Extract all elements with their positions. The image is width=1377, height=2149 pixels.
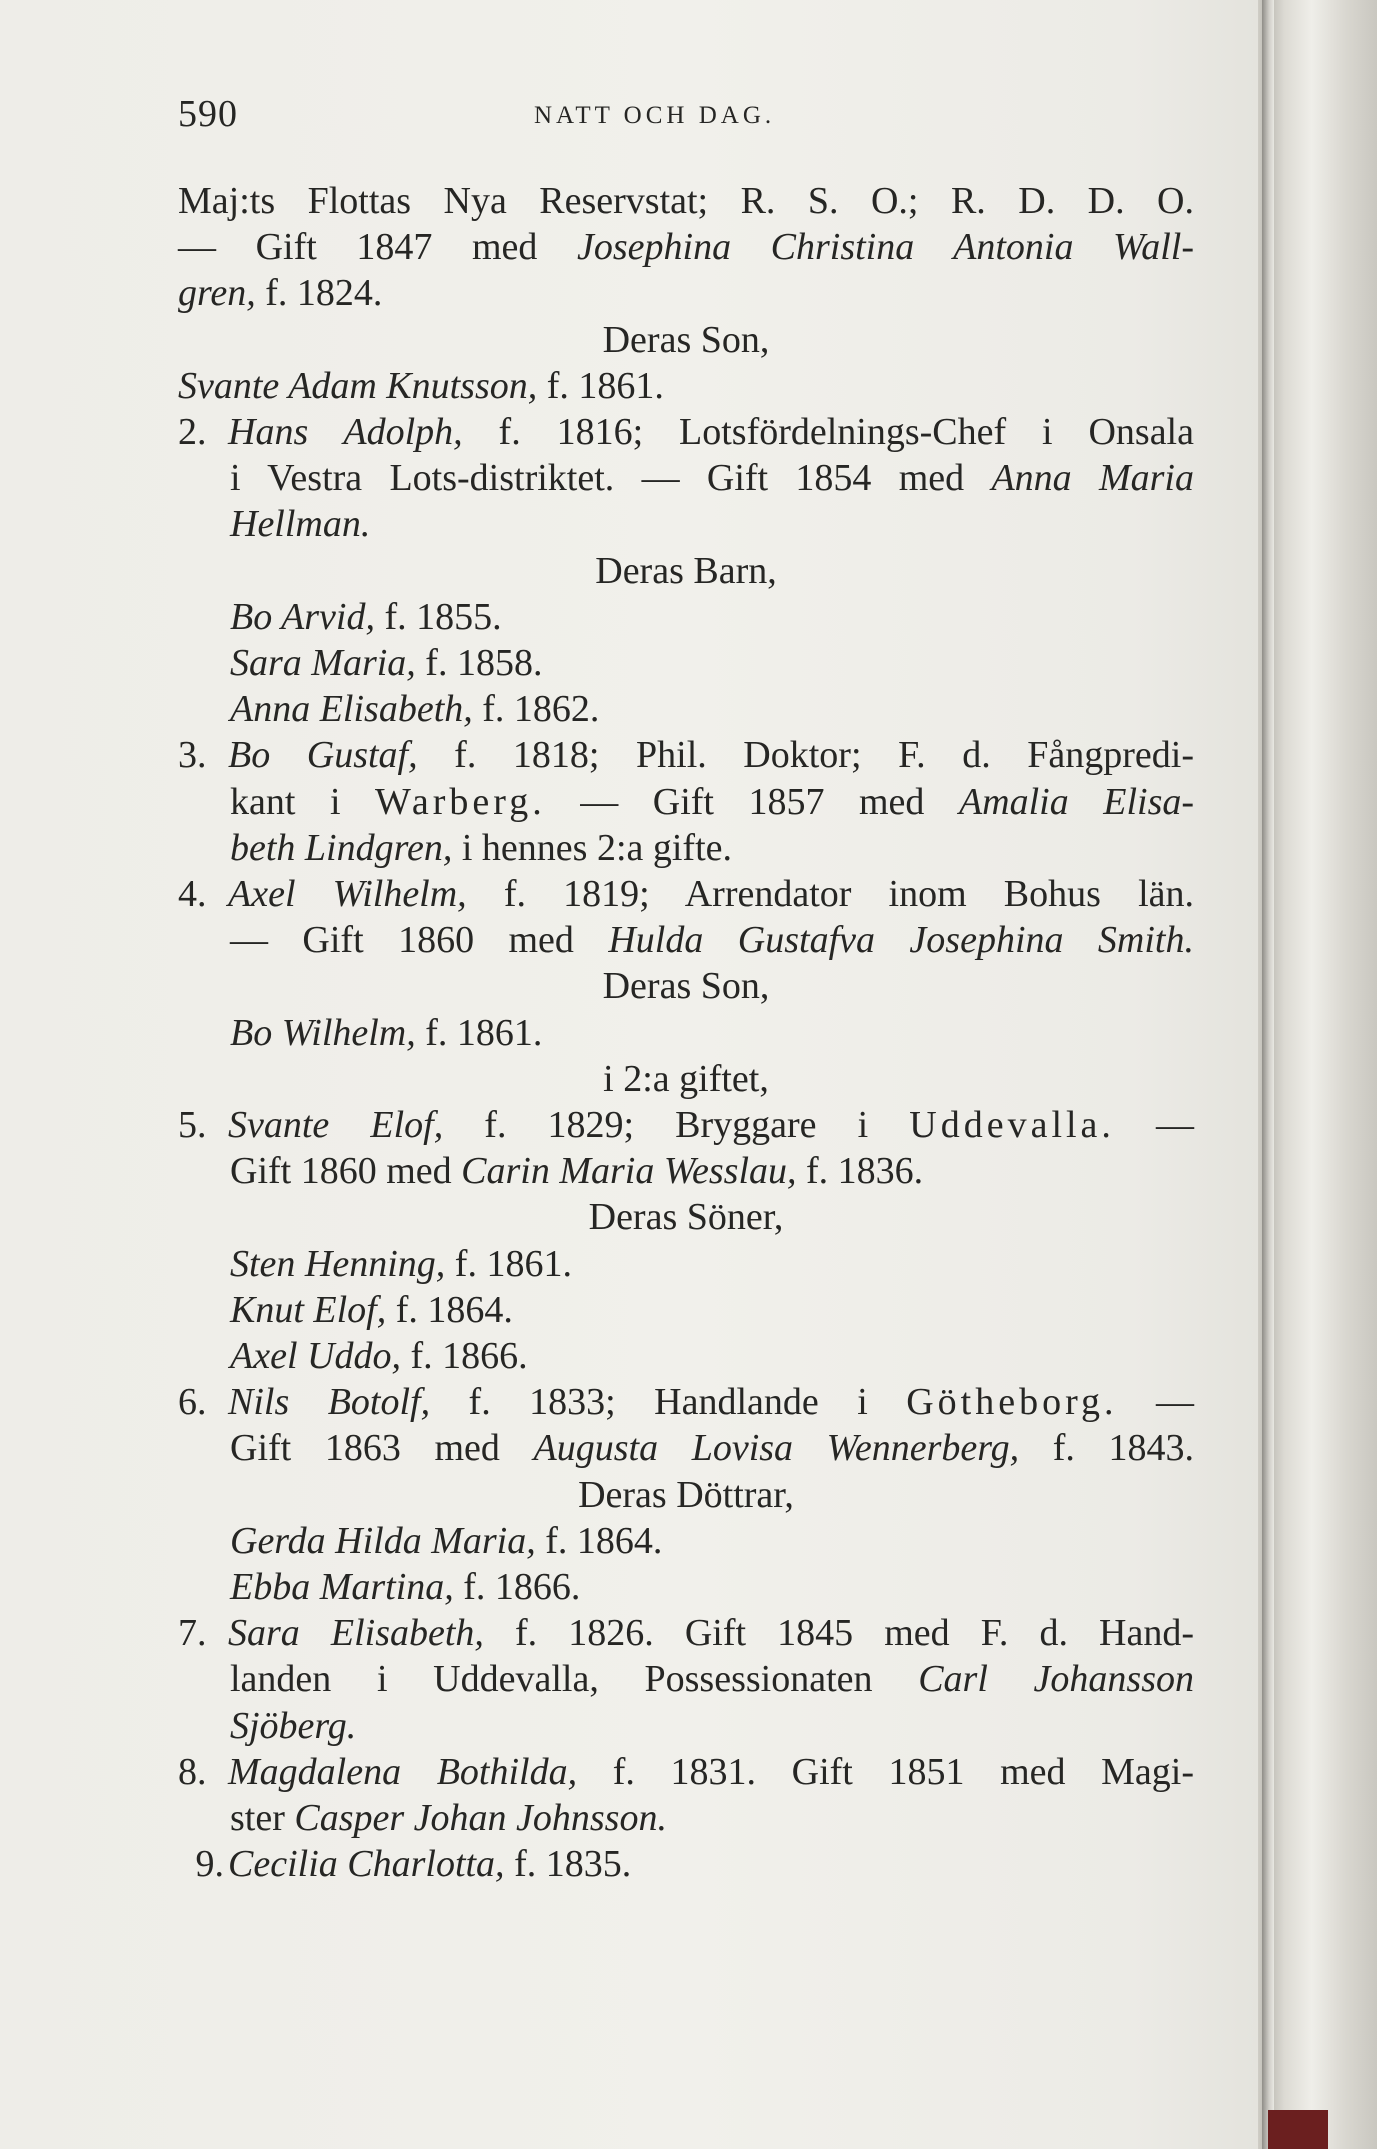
text: f. 1855. <box>374 595 502 638</box>
spaced-place-name: Warberg. <box>375 780 546 823</box>
text-line <box>178 1010 1194 1056</box>
text: Deras Son, <box>602 965 770 1008</box>
text-line <box>178 1656 1194 1702</box>
italic-name: Axel Uddo, <box>230 1335 401 1377</box>
italic-name: Sten Henning, <box>230 1242 446 1285</box>
text-line <box>178 1518 1194 1564</box>
text: Deras Söner, <box>588 1196 784 1239</box>
text: — Gift 1857 med <box>545 780 959 823</box>
text: landen i Uddevalla, Possessionaten <box>230 1658 919 1701</box>
text: Maj:ts Flottas Nya Reservstat; R. S. O.; R. D. D. O. <box>178 180 1194 222</box>
text: f. 1831. Gift 1851 med Magi- <box>577 1750 1194 1793</box>
text-line <box>178 732 1194 778</box>
text: — <box>1114 1104 1195 1146</box>
italic-name: Svante Elof, <box>228 1104 444 1146</box>
text-line <box>178 270 1194 316</box>
entry-number: 6. <box>178 1381 207 1424</box>
text-line <box>178 224 1194 270</box>
text-line <box>178 917 1194 963</box>
text-line <box>178 1056 1194 1102</box>
italic-name: Sara Elisabeth, <box>228 1612 484 1655</box>
italic-name: Axel Wilhelm, <box>228 873 467 915</box>
running-title: NATT OCH DAG. <box>534 102 776 129</box>
italic-name: Carin Maria Wesslau, <box>461 1150 797 1193</box>
text: f. 1833; Handlande i <box>430 1381 907 1424</box>
text-line <box>178 363 1194 409</box>
text: f. 1861. <box>537 364 664 407</box>
text: f. 1819; Arrendator inom Bohus län. <box>466 873 1195 915</box>
entry-number: 2. <box>178 411 207 453</box>
italic-name: Augusta Lovisa Wennerberg, <box>533 1427 1020 1470</box>
text-line <box>178 1749 1194 1795</box>
text-line <box>178 963 1194 1009</box>
text: kant i <box>230 780 376 823</box>
text: Gift 1860 med <box>230 1150 462 1193</box>
text: — Gift 1860 med <box>230 919 609 962</box>
text-line <box>178 501 1194 547</box>
text-line <box>178 1795 1194 1841</box>
text: f. 1843. <box>1019 1427 1195 1470</box>
text-line <box>178 178 1194 224</box>
text-line <box>178 1379 1194 1425</box>
page-edge-shadow <box>1262 0 1274 2149</box>
italic-name: Amalia Elisa- <box>958 780 1195 823</box>
text: f. 1858. <box>415 642 543 684</box>
italic-name: Hulda Gustafva Josephina Smith. <box>608 919 1194 962</box>
text-line <box>178 1564 1194 1610</box>
text: f. 1864. <box>386 1288 513 1331</box>
italic-name: Bo Arvid, <box>230 595 375 638</box>
italic-name: Josephina Christina Antonia Wall- <box>576 226 1194 269</box>
italic-name: Sjöberg. <box>230 1704 357 1747</box>
text-line <box>178 455 1194 501</box>
text-line <box>178 1610 1194 1656</box>
text-line <box>178 1472 1194 1518</box>
italic-name: Casper Johan Johnsson. <box>294 1797 667 1839</box>
entry-number: 7. <box>178 1612 207 1655</box>
text-line <box>178 1841 1194 1887</box>
italic-name: Nils Botolf, <box>228 1381 431 1424</box>
book-gutter <box>1258 0 1377 2149</box>
text-line <box>178 317 1194 363</box>
text: Deras Döttrar, <box>578 1473 794 1516</box>
italic-name: beth Lindgren, <box>230 826 453 869</box>
text: f. 1866. <box>400 1335 528 1377</box>
text: f. 1861. <box>445 1242 572 1285</box>
text-line <box>178 1703 1194 1749</box>
text: — <box>1117 1381 1195 1424</box>
text: f. 1816; Lotsfördelnings-Chef i Onsala <box>462 411 1194 453</box>
text: f. 1818; Phil. Doktor; F. d. Fångpredi- <box>417 734 1195 777</box>
italic-name: Hellman. <box>230 503 371 546</box>
italic-name: Anna Elisabeth, <box>230 688 473 731</box>
text: i Vestra Lots-distriktet. — Gift 1854 med <box>230 457 992 500</box>
text: — Gift 1847 med <box>178 226 577 269</box>
text-line <box>178 871 1194 917</box>
italic-name: Ebba Martina, <box>230 1566 454 1608</box>
text: f. 1861. <box>415 1011 543 1054</box>
italic-name: gren, <box>178 272 256 315</box>
text: f. 1836. <box>796 1150 924 1193</box>
text: f. 1835. <box>504 1843 632 1886</box>
text-line <box>178 1333 1194 1379</box>
entry-number: 9. <box>195 1843 224 1886</box>
text-line <box>178 1241 1194 1287</box>
text: ster <box>230 1797 295 1839</box>
text: Deras Barn, <box>595 549 777 592</box>
italic-name: Bo Gustaf, <box>228 734 418 777</box>
text-line <box>178 1102 1194 1148</box>
text-line <box>178 548 1194 594</box>
text: f. 1824. <box>255 272 383 315</box>
italic-name: Hans Adolph, <box>228 411 463 453</box>
text-line <box>178 1425 1194 1471</box>
italic-name: Svante Adam Knutsson, <box>178 364 538 407</box>
text-line <box>178 594 1194 640</box>
text: f. 1864. <box>535 1519 663 1562</box>
text: i 2:a giftet, <box>603 1057 769 1100</box>
italic-name: Sara Maria, <box>230 642 416 684</box>
text-line <box>178 686 1194 732</box>
italic-name: Magdalena Bothilda, <box>228 1750 578 1793</box>
italic-name: Gerda Hilda Maria, <box>230 1519 536 1562</box>
text-line <box>178 409 1194 455</box>
italic-name: Carl Johansson <box>918 1658 1194 1701</box>
page-header <box>178 92 1208 135</box>
text: f. 1826. Gift 1845 med F. d. Hand- <box>483 1612 1195 1655</box>
text-line <box>178 779 1194 825</box>
text: Deras Son, <box>602 318 770 361</box>
text: Gift 1863 med <box>230 1427 534 1470</box>
text-line <box>178 1287 1194 1333</box>
text-line <box>178 640 1194 686</box>
entry-number: 3. <box>178 734 207 777</box>
text: f. 1829; Bryggare i <box>443 1104 910 1146</box>
entry-number: 5. <box>178 1104 207 1146</box>
text-line <box>178 1148 1194 1194</box>
page-number: 590 <box>178 93 238 135</box>
italic-name: Anna Maria <box>991 457 1194 500</box>
entry-number: 8. <box>178 1750 207 1793</box>
text: f. 1866. <box>453 1566 581 1608</box>
text-line <box>178 825 1194 871</box>
spaced-place-name: Uddevalla. <box>909 1104 1115 1146</box>
bookmark-ribbon <box>1268 2110 1328 2149</box>
entry-number: 4. <box>178 873 207 915</box>
text-line <box>178 1194 1194 1240</box>
italic-name: Cecilia Charlotta, <box>228 1843 505 1886</box>
italic-name: Bo Wilhelm, <box>230 1011 416 1054</box>
text: i hennes 2:a gifte. <box>452 826 732 869</box>
spaced-place-name: Götheborg. <box>906 1381 1118 1424</box>
text: f. 1862. <box>472 688 600 731</box>
italic-name: Knut Elof, <box>230 1288 387 1331</box>
